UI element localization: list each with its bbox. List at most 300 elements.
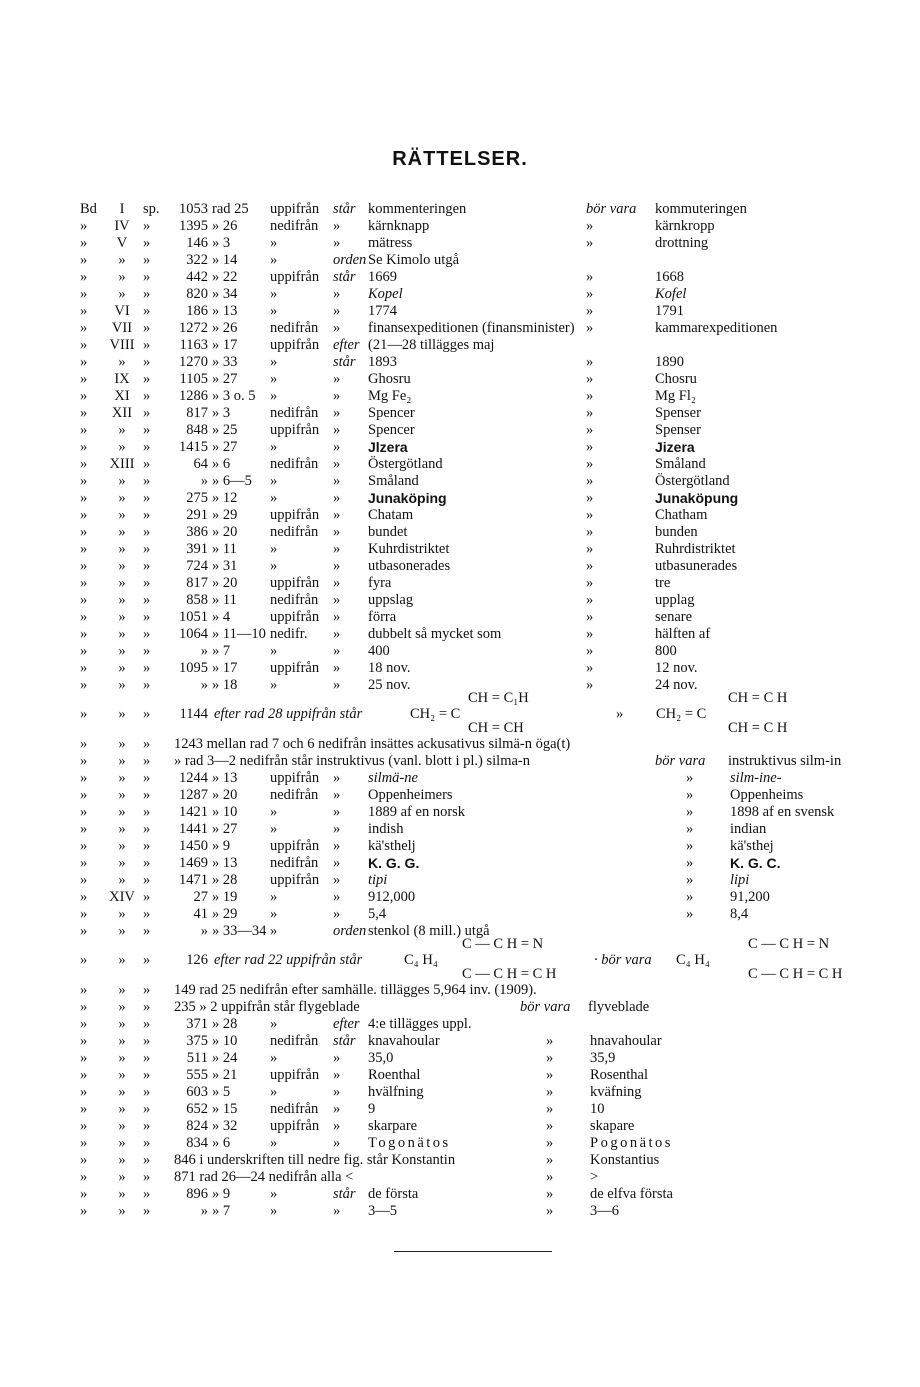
cell-formula-lead: efter rad 22 uppifrån står [214,952,363,968]
cell-column: » [143,575,151,591]
cell-bd: » [80,804,88,820]
cell-wrong-text: Kuhrdistriktet [368,541,450,557]
errata-row [0,456,920,473]
cell-keyword: står [333,201,356,217]
errata-row [0,541,920,558]
cell-page: 896 [186,1186,208,1202]
cell-wrong-text: K. G. G. [368,855,420,871]
errata-row [0,804,920,821]
closing-rule [394,1251,552,1252]
cell-wrong-text: Roenthal [368,1067,421,1083]
errata-row [0,1118,920,1135]
errata-row [0,1135,920,1152]
cell-formula-right-top: CH = C H [728,690,788,706]
cell-should-be: » [586,660,594,676]
cell-line: » 20 [212,575,238,591]
cell-keyword: » [333,524,341,540]
cell-should-be: » [586,541,594,557]
cell-page: 1244 [179,770,208,786]
cell-wrong-text: 25 nov. [368,677,411,693]
cell-correct-text: Ruhrdistriktet [655,541,736,557]
cell-volume: » [118,1135,126,1151]
cell-should-be: » [586,269,594,285]
cell-bd: » [80,1033,88,1049]
cell-keyword: » [333,660,341,676]
errata-row [0,439,920,456]
cell-wrong-text: Chatam [368,507,414,523]
cell-line: » 28 [212,872,238,888]
cell-column: » [143,1033,151,1049]
cell-volume: » [118,736,126,752]
cell-page: 724 [186,558,208,574]
cell-page: 1450 [179,838,208,854]
errata-row [0,1067,920,1084]
cell-keyword: står [333,1033,356,1049]
errata-row-formula [0,936,920,982]
cell-entry-text: 149 rad 25 nedifrån efter samhälle. tillägges 5,964 inv. (1909). [174,982,537,998]
cell-column: » [143,1067,151,1083]
cell-bd: » [80,490,88,506]
cell-page: 1064 [179,626,208,642]
cell-should-be: » [586,490,594,506]
cell-line: » 29 [212,906,238,922]
cell-correct-text: indian [730,821,767,837]
cell-bd: » [80,541,88,557]
cell-column: » [143,787,151,803]
cell-volume: » [118,609,126,625]
errata-row [0,626,920,643]
cell-line: » 22 [212,269,238,285]
cell-correct-text: kväfning [590,1084,642,1100]
cell-should-be: » [546,1101,554,1117]
cell-wrong-text: Spencer [368,405,415,421]
cell-direction: » [270,252,278,268]
cell-correct-text: Östergötland [655,473,730,489]
cell-keyword: » [333,422,341,438]
cell-direction: uppifrån [270,660,320,676]
errata-row [0,982,920,999]
cell-correct-text: Chatham [655,507,708,523]
cell-should-be: » [586,473,594,489]
cell-keyword: » [333,1101,341,1117]
cell-should-be: » [546,1169,554,1185]
cell-column: » [143,1101,151,1117]
cell-bd: » [80,371,88,387]
cell-direction: » [270,439,278,455]
cell-page: 834 [186,1135,208,1151]
cell-line: » 26 [212,218,238,234]
cell-column: » [143,643,151,659]
cell-correct-text: 1890 [655,354,684,370]
cell-direction: uppifrån [270,507,320,523]
errata-row [0,201,920,218]
cell-direction: » [270,558,278,574]
cell-correct-text: instruktivus silm-in [728,753,842,769]
cell-direction: » [270,1084,278,1100]
cell-should-be: » [586,643,594,659]
cell-formula-right-bottom: CH = C H [728,720,788,736]
cell-keyword: » [333,906,341,922]
cell-direction: » [270,1186,278,1202]
cell-line: » 15 [212,1101,238,1117]
cell-bd: » [80,558,88,574]
cell-bd: » [80,473,88,489]
cell-bd: » [80,952,88,968]
cell-keyword: » [333,541,341,557]
cell-wrong-text: 4:e tillägges uppl. [368,1016,472,1032]
cell-should-be: » [546,1203,554,1219]
cell-wrong-text: 35,0 [368,1050,394,1066]
cell-direction: uppifrån [270,422,320,438]
cell-page: 1286 [179,388,208,404]
errata-row-formula [0,690,920,736]
cell-line: » 18 [212,677,238,693]
cell-entry-text: » rad 3—2 nedifrån står instruktivus (vanl. blott i pl.) silma-n [174,753,530,769]
cell-correct-text: Chosru [655,371,697,387]
cell-bd: » [80,1203,88,1219]
cell-correct-text: tre [655,575,671,591]
cell-line: » 20 [212,524,238,540]
cell-should-be: » [686,906,694,922]
cell-bd: » [80,1050,88,1066]
errata-row [0,286,920,303]
cell-correct-text: Oppenheims [730,787,804,803]
cell-bd: » [80,872,88,888]
errata-row [0,354,920,371]
cell-column: » [143,838,151,854]
cell-page: 824 [186,1118,208,1134]
cell-column: » [143,456,151,472]
cell-keyword: » [333,490,341,506]
cell-keyword: orden [333,252,367,268]
cell-keyword: » [333,609,341,625]
cell-volume: » [118,952,126,968]
cell-direction: » [270,388,278,404]
cell-correct-text: senare [655,609,693,625]
cell-page: 41 [193,906,208,922]
cell-should-be: » [546,1135,554,1151]
cell-formula-right-top: C — C H = N [748,936,830,952]
cell-volume: » [118,999,126,1015]
cell-direction: » [270,354,278,370]
cell-direction: nedifrån [270,787,319,803]
cell-wrong-text: knavahoular [368,1033,440,1049]
errata-row [0,303,920,320]
cell-keyword: » [333,770,341,786]
cell-correct-text: 35,9 [590,1050,616,1066]
cell-line: » 17 [212,660,238,676]
cell-column: » [143,804,151,820]
cell-line: » 13 [212,855,238,871]
cell-wrong-text: Junaköping [368,490,447,506]
cell-column: » [143,592,151,608]
cell-direction: uppifrån [270,1118,320,1134]
cell-page: 1421 [179,804,208,820]
cell-line: » 10 [212,804,238,820]
cell-keyword: » [333,1084,341,1100]
cell-direction: » [270,1050,278,1066]
cell-page: 652 [186,1101,208,1117]
cell-bd: » [80,1016,88,1032]
cell-keyword: står [333,269,356,285]
errata-row [0,490,920,507]
cell-volume: » [118,1118,126,1134]
cell-bd: » [80,787,88,803]
cell-correct-text: upplag [655,592,695,608]
cell-column: » [143,821,151,837]
cell-page: 1395 [179,218,208,234]
cell-direction: nedifrån [270,1033,319,1049]
errata-row [0,269,920,286]
cell-should-be: » [686,804,694,820]
cell-correct-text: Mg Fl₂ [655,388,696,404]
cell-page: 817 [186,575,208,591]
cell-direction: nedifrån [270,1101,319,1117]
errata-row [0,218,920,235]
errata-row [0,999,920,1016]
cell-column: » [143,1050,151,1066]
cell-column: » [143,371,151,387]
cell-volume: » [118,1067,126,1083]
cell-should-be: » [546,1152,554,1168]
cell-formula-right-base: C₄ H₄ [676,952,710,968]
cell-bd: » [80,838,88,854]
cell-correct-text: utbasunerades [655,558,738,574]
cell-bd: » [80,1186,88,1202]
cell-should-be: » [586,456,594,472]
cell-volume: » [118,753,126,769]
cell-line: » 19 [212,889,238,905]
cell-column: » [143,320,151,336]
cell-correct-text: K. G. C. [730,855,781,871]
cell-wrong-text: hvälfning [368,1084,424,1100]
cell-bd: » [80,609,88,625]
cell-bd: » [80,439,88,455]
cell-wrong-text: Jlzera [368,439,408,455]
cell-page: 1053 [179,201,208,217]
cell-page: 511 [186,1050,208,1066]
errata-row [0,1152,920,1169]
errata-row [0,422,920,439]
cell-line: » 5 [212,1084,231,1100]
cell-bd: » [80,736,88,752]
cell-line: » 7 [212,643,231,659]
cell-page: 146 [186,235,208,251]
cell-bd: » [80,1169,88,1185]
cell-should-be: » [586,626,594,642]
cell-direction: » [270,677,278,693]
cell-line: » 29 [212,507,238,523]
errata-row [0,473,920,490]
cell-direction: » [270,923,278,939]
cell-bd: » [80,999,88,1015]
cell-keyword: » [333,838,341,854]
cell-volume: » [118,660,126,676]
cell-direction: » [270,1203,278,1219]
cell-bd: » [80,456,88,472]
errata-row [0,507,920,524]
cell-direction: » [270,906,278,922]
cell-entry-text: 846 i underskriften till nedre fig. står Konstantin [174,1152,456,1168]
cell-keyword: » [333,804,341,820]
errata-row [0,235,920,252]
cell-column: » [143,736,151,752]
cell-column: » [143,473,151,489]
cell-bd: » [80,677,88,693]
errata-row [0,906,920,923]
cell-bd: » [80,855,88,871]
errata-row [0,1084,920,1101]
cell-volume: » [118,838,126,854]
cell-direction: » [270,1016,278,1032]
cell-page: 1287 [179,787,208,803]
cell-bd: » [80,1101,88,1117]
errata-row [0,1016,920,1033]
cell-column: » [143,1135,151,1151]
cell-correct-text: 8,4 [730,906,749,922]
cell-page: 1441 [179,821,208,837]
cell-line: » 20 [212,787,238,803]
cell-bd: » [80,337,88,353]
cell-column: » [143,1169,151,1185]
cell-should-be: » [586,677,594,693]
cell-page: 1051 [179,609,208,625]
cell-entry-text: 871 rad 26—24 nedifrån alla < [174,1169,354,1185]
cell-wrong-text: indish [368,821,404,837]
cell-volume: » [118,507,126,523]
cell-page: 1415 [179,439,208,455]
cell-direction: nedifrån [270,456,319,472]
cell-page: 848 [186,422,208,438]
cell-keyword: » [333,872,341,888]
cell-wrong-text: kä'sthelj [368,838,416,854]
cell-bd: » [80,982,88,998]
cell-correct-text: Pogonätos [590,1135,673,1151]
cell-page: 1163 [179,337,208,353]
cell-wrong-text: uppslag [368,592,414,608]
cell-wrong-text: Småland [368,473,419,489]
cell-should-be: bör vara [586,201,637,217]
cell-column: » [143,982,151,998]
cell-column: » [143,923,151,939]
cell-wrong-text: 1774 [368,303,397,319]
cell-volume: IX [114,371,130,387]
cell-wrong-text: kärnknapp [368,218,430,234]
cell-correct-text: kä'sthej [730,838,774,854]
errata-row [0,660,920,677]
cell-direction: » [270,490,278,506]
cell-line: » 11 [212,541,237,557]
cell-keyword: » [333,456,341,472]
cell-entry-text: 1243 mellan rad 7 och 6 nedifrån insättes ackusativus silmä-n öga(t) [174,736,571,752]
cell-volume: » [118,770,126,786]
cell-direction: » [270,889,278,905]
cell-column: » [143,609,151,625]
errata-row [0,1050,920,1067]
cell-line: » 27 [212,439,238,455]
cell-direction: uppifrån [270,872,320,888]
cell-column: » [143,354,151,370]
cell-page: 858 [186,592,208,608]
cell-line: » 27 [212,821,238,837]
errata-row [0,838,920,855]
cell-bd: » [80,821,88,837]
cell-wrong-text: skarpare [368,1118,418,1134]
cell-correct-text: 800 [655,643,677,659]
cell-page: 1095 [179,660,208,676]
cell-should-be: » [586,592,594,608]
cell-column: sp. [143,201,160,217]
cell-correct-text: Spenser [655,422,701,438]
cell-keyword: » [333,626,341,642]
cell-keyword: » [333,1067,341,1083]
cell-column: » [143,660,151,676]
errata-row [0,575,920,592]
cell-should-be: » [546,1084,554,1100]
cell-should-be: » [586,558,594,574]
cell-column: » [143,218,151,234]
cell-correct-text: Jizera [655,439,695,455]
cell-keyword: » [333,371,341,387]
cell-bd: » [80,218,88,234]
cell-page: 1270 [179,354,208,370]
cell-wrong-text: silmä-ne [368,770,418,786]
cell-volume: » [118,422,126,438]
cell-correct-text: > [590,1169,599,1185]
cell-volume: XIV [109,889,135,905]
cell-correct-text: hnavahoular [590,1033,662,1049]
cell-line: » 7 [212,1203,231,1219]
cell-wrong-text: bundet [368,524,408,540]
cell-wrong-text: 3—5 [368,1203,397,1219]
cell-bd: » [80,388,88,404]
cell-should-be: » [586,422,594,438]
cell-bd: » [80,753,88,769]
cell-volume: » [118,804,126,820]
errata-row [0,558,920,575]
cell-wrong-text: 18 nov. [368,660,411,676]
cell-column: » [143,906,151,922]
cell-line: » 13 [212,770,238,786]
cell-volume: » [118,1050,126,1066]
errata-row [0,320,920,337]
cell-keyword: » [333,787,341,803]
cell-page: 1471 [179,872,208,888]
cell-wrong-text: Kopel [368,286,403,302]
cell-bd: » [80,923,88,939]
cell-formula-wrong-top: C — C H = N [462,936,544,952]
cell-wrong-text: 912,000 [368,889,416,905]
errata-row [0,643,920,660]
cell-correct-text: bunden [655,524,698,540]
cell-should-be: » [616,706,624,722]
cell-page: 186 [186,303,208,319]
cell-column: » [143,889,151,905]
cell-should-be: » [546,1118,554,1134]
cell-should-be: » [686,787,694,803]
cell-volume: » [118,855,126,871]
cell-keyword: » [333,388,341,404]
cell-page: 603 [186,1084,208,1100]
cell-page: 386 [186,524,208,540]
cell-page: 817 [186,405,208,421]
cell-wrong-text: 1669 [368,269,397,285]
errata-row [0,524,920,541]
cell-line: » 11—10 [212,626,266,642]
cell-volume: » [118,1169,126,1185]
errata-row [0,753,920,770]
cell-column: » [143,770,151,786]
